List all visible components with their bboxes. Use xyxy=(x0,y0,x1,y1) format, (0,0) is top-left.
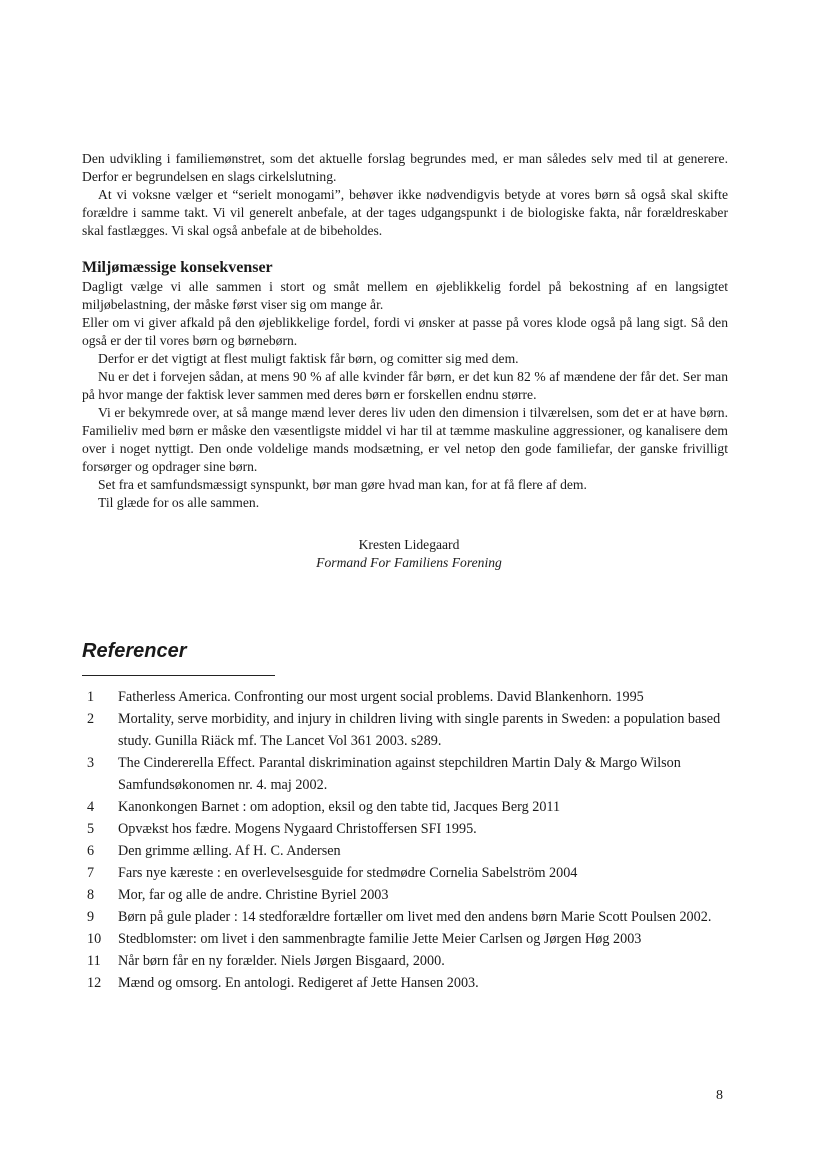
reference-item xyxy=(82,752,742,796)
reference-item xyxy=(82,950,742,972)
reference-text: Opvækst hos fædre. Mogens Nygaard Christoffersen SFI 1995. xyxy=(118,821,477,837)
intro-paragraph-1: Den udvikling i familiemønstret, som det aktuelle forslag begrundes med, er man således selv med til at generere. Derfor er begrundelsen en slags cirkelslutning. xyxy=(82,151,728,184)
reference-item xyxy=(82,818,742,840)
section-heading: Miljømæssige konsekvenser xyxy=(82,259,273,276)
reference-text: Når børn får en ny forælder. Niels Jørgen Bisgaard, 2000. xyxy=(118,953,445,969)
signature-name: Kresten Lidegaard xyxy=(358,537,460,552)
reference-text: Mor, far og alle de andre. Christine Byriel 2003 xyxy=(118,887,389,903)
reference-text: Stedblomster: om livet i den sammenbragte familie Jette Meier Carlsen og Jørgen Høg 2003 xyxy=(118,931,642,947)
reference-item xyxy=(82,686,742,708)
reference-number: 4 xyxy=(87,799,95,815)
reference-item xyxy=(82,972,742,994)
page-number: 8 xyxy=(716,1088,723,1103)
reference-item xyxy=(82,840,742,862)
reference-text: Den grimme ælling. Af H. C. Andersen xyxy=(118,843,341,859)
section-paragraph-3: Derfor er det vigtigt at flest muligt faktisk får børn, og comitter sig med dem. xyxy=(98,351,519,366)
reference-text: Fars nye kæreste : en overlevelsesguide for stedmødre Cornelia Sabelström 2004 xyxy=(118,865,578,881)
signature-block xyxy=(0,536,826,572)
signature-role: Formand For Familiens Forening xyxy=(316,555,502,570)
section-paragraph-2: Eller om vi giver afkald på den øjeblikkelige fordel, fordi vi ønsker at passe på vores klode også på lang sigt. Så den også er der til vores børn og børnebørn. xyxy=(82,315,728,348)
reference-item xyxy=(82,708,742,752)
reference-item xyxy=(82,928,742,950)
reference-text: Fatherless America. Confronting our most urgent social problems. David Blankenhorn. 1995 xyxy=(118,689,644,705)
intro-paragraph-2: At vi voksne vælger et “serielt monogami”, behøver ikke nødvendigvis betyde at vores børn så også skal skifte forældre i samme takt. Vi vil generelt anbefale, at der tages udgangspunkt i de biologiske fakta, når forældreskaber skal fastlægges. Vi skal også anbefale at de bibeholdes. xyxy=(82,187,728,238)
section-paragraph-6: Set fra et samfundsmæssigt synspunkt, bør man gøre hvad man kan, for at få flere af dem. xyxy=(98,477,587,492)
reference-text: The Cindererella Effect. Parantal diskrimination against stepchildren Martin Daly & Margo Wilson Samfundsøkonomen nr. 4. maj 2002. xyxy=(118,755,681,793)
reference-number: 11 xyxy=(87,953,101,969)
reference-number: 1 xyxy=(87,689,95,705)
reference-item xyxy=(82,862,742,884)
reference-item xyxy=(82,906,742,928)
reference-text: Børn på gule plader : 14 stedforældre fortæller om livet med den andens børn Marie Scott Poulsen 2002. xyxy=(118,909,712,925)
references-heading: Referencer xyxy=(82,640,187,662)
reference-number: 12 xyxy=(87,975,102,991)
references-list xyxy=(82,686,742,994)
reference-number: 10 xyxy=(87,931,102,947)
section-paragraph-5: Vi er bekymrede over, at så mange mænd lever deres liv uden den dimension i tilværelsen, som det er at have børn. Familieliv med børn er måske den væsentligste middel vi har til at tæmme maskuline aggressioner, og kanalisere dem over i noget nyttigt. Den onde voldelige mands modsætning, er vel netop den gode familiefar, der ganske frivilligt forsørger og opdrager sine børn. xyxy=(82,405,728,474)
body-text xyxy=(82,150,728,512)
reference-text: Mortality, serve morbidity, and injury in children living with single parents in Sweden: a population based study. Gunilla Riäck mf. The Lancet Vol 361 2003. s289. xyxy=(118,711,721,749)
reference-text: Mænd og omsorg. En antologi. Redigeret af Jette Hansen 2003. xyxy=(118,975,479,991)
reference-number: 3 xyxy=(87,755,95,771)
section-paragraph-1: Dagligt vælge vi alle sammen i stort og småt mellem en øjeblikkelig fordel på bekostning af en langsigtet miljøbelastning, der måske først viser sig om mange år. xyxy=(82,279,728,312)
reference-number: 9 xyxy=(87,909,95,925)
reference-text: Kanonkongen Barnet : om adoption, eksil og den tabte tid, Jacques Berg 2011 xyxy=(118,799,561,815)
section-paragraph-7: Til glæde for os alle sammen. xyxy=(98,495,260,510)
reference-number: 2 xyxy=(87,711,95,727)
reference-number: 5 xyxy=(87,821,95,837)
reference-number: 7 xyxy=(87,865,95,881)
reference-number: 6 xyxy=(87,843,95,859)
references-divider xyxy=(82,675,275,676)
reference-number: 8 xyxy=(87,887,95,903)
section-paragraph-4: Nu er det i forvejen sådan, at mens 90 % af alle kvinder får børn, er det kun 82 % af mændene der får det. Ser man på hvor mange der faktisk lever sammen med deres børn er forskellen endnu større. xyxy=(82,369,728,402)
reference-item xyxy=(82,884,742,906)
reference-item xyxy=(82,796,742,818)
